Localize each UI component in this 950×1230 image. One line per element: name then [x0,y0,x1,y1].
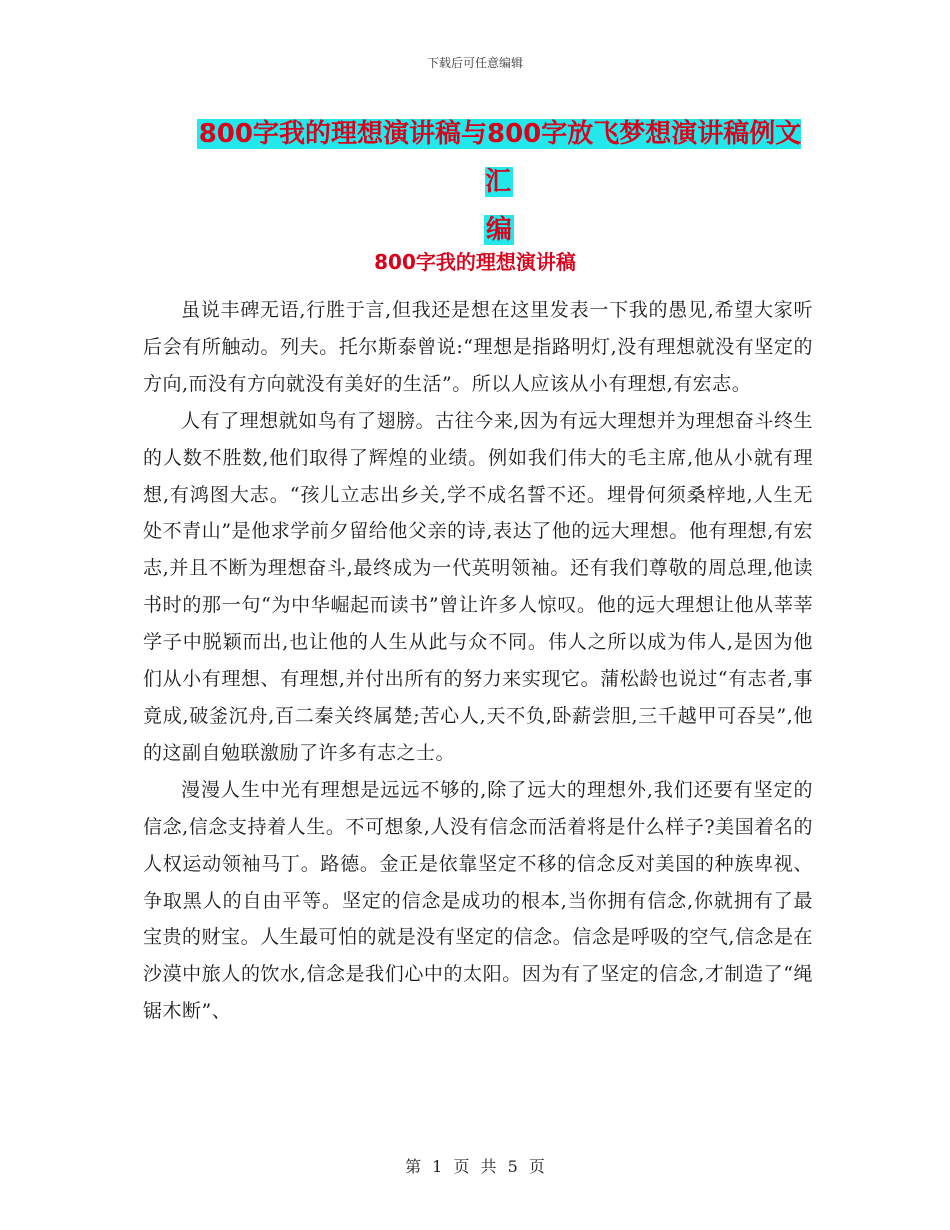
paragraph: 漫漫人生中光有理想是远远不够的,除了远大的理想外,我们还要有坚定的信念,信念支持着人生。不可想象,人没有信念而活着将是什么样子?美国着名的人权运动领袖马丁。路德。金正是依靠坚定不移的信念反对美国的种族卑视、争取黑人的自由平等。坚定的信念是成功的根本,当你拥有信念,你就拥有了最宝贵的财宝。人生最可怕的就是没有坚定的信念。信念是呼吸的空气,信念是在沙漠中旅人的饮水,信念是我们心中的太阳。因为有了坚定的信念,才制造了“绳锯木断”、 [143,778,813,1023]
document-title-line-2: 编 [485,215,512,245]
section-title: 800字我的理想演讲稿 [374,250,576,274]
document-title [185,110,813,254]
page-number-footer: 第 1 页 共 5 页 [405,1157,545,1176]
paragraph: 虽说丰碑无语,行胜于言,但我还是想在这里发表一下我的愚见,希望大家听后会有所触动。列夫。托尔斯泰曾说:“理想是指路明灯,没有理想就没有坚定的方向,而没有方向就没有美好的生活”。所以人应该从小有理想,有宏志。 [143,299,813,395]
document-title-line-1: 800字我的理想演讲稿与800字放飞梦想演讲稿例文汇 [198,119,802,197]
document-body [143,292,813,1030]
paragraph: 人有了理想就如鸟有了翅膀。古往今来,因为有远大理想并为理想奋斗终生的人数不胜数,他们取得了辉煌的业绩。例如我们伟大的毛主席,他从小就有理想,有鸿图大志。“孩儿立志出乡关,学不成名誓不还。埋骨何须桑梓地,人生无处不青山”是他求学前夕留给他父亲的诗,表达了他的远大理想。他有理想,有宏志,并且不断为理想奋斗,最终成为一代英明领袖。还有我们尊敬的周总理,他读书时的那一句“为中华崛起而读书”曾让许多人惊叹。他的远大理想让他从莘莘学子中脱颖而出,也让他的人生从此与众不同。伟人之所以成为伟人,是因为他们从小有理想、有理想,并付出所有的努力来实现它。蒲松龄也说过“有志者,事竟成,破釜沉舟,百二秦关终属楚;苦心人,天不负,卧薪尝胆,三千越甲可吞吴”,他的这副自勉联激励了许多有志之士。 [143,409,813,764]
page-header-note: 下载后可任意编辑 [426,56,523,70]
